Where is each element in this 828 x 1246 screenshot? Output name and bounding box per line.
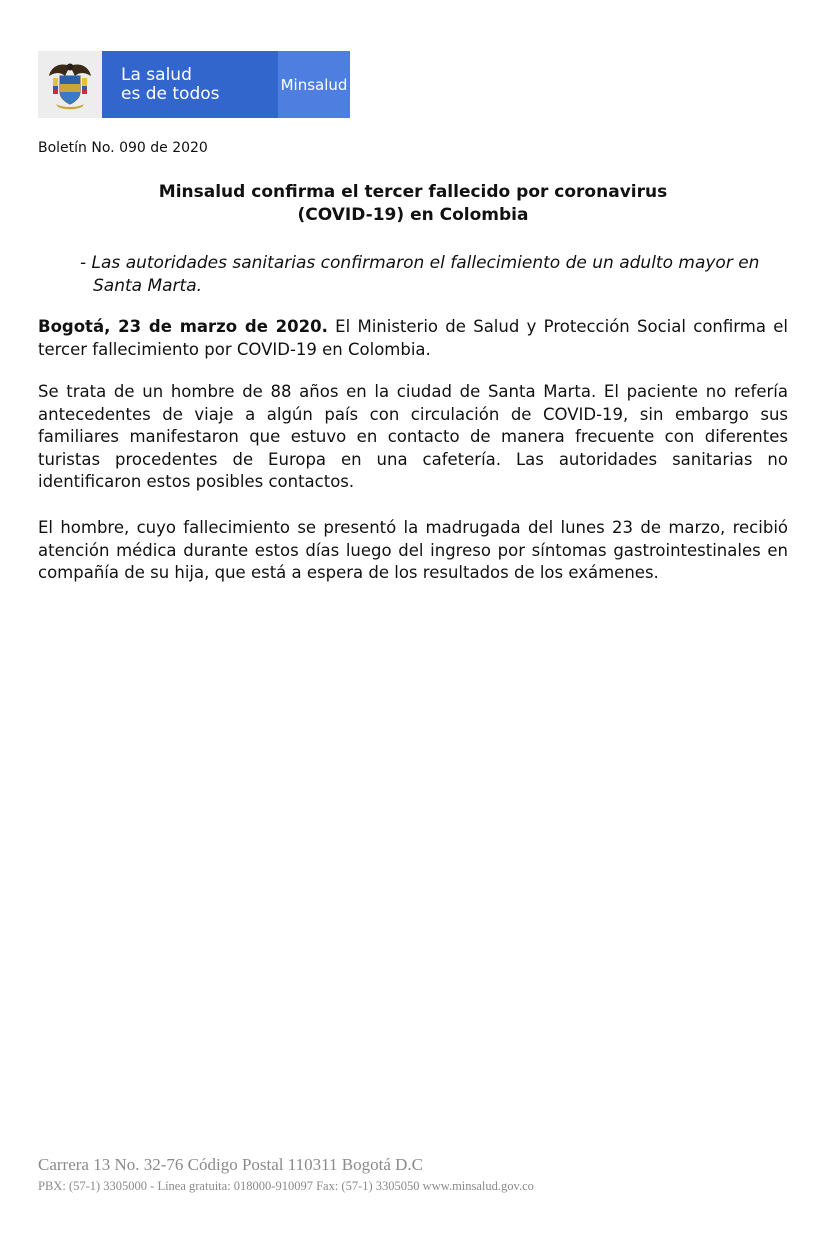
footer-contact: PBX: (57-1) 3305000 - Línea gratuita: 018000-910097 Fax: (57-1) 3305050 www.minsalud.gov.co [38,1179,534,1193]
slogan-block [102,51,278,118]
bulletin-number: Boletín No. 090 de 2020 [38,140,208,156]
brand-name: Minsalud [278,51,350,118]
title-line-1: Minsalud confirma el tercer fallecido por coronavirus [158,182,668,202]
document-subtitle: - Las autoridades sanitarias confirmaron el fallecimiento de un adulto mayor en Santa Marta. [80,253,760,296]
paragraph-patient-care: El hombre, cuyo fallecimiento se presentó la madrugada del lunes 23 de marzo, recibió atención médica durante estos días luego del ingreso por síntomas gastrointestinales en compañía de su hija, que está a espera de los resultados de los exámenes. [38,518,788,583]
ministry-logo [38,51,350,118]
dateline: Bogotá, 23 de marzo de 2020. [38,317,328,336]
paragraph-intro-text: El Ministerio de Salud y Protección Social confirma el tercer fallecimiento por COVID-19 en Colombia. [38,317,788,359]
slogan-line-1: La salud [121,64,192,85]
slogan-line-2: es de todos [121,83,220,104]
paragraph-intro [38,316,788,361]
coat-of-arms-icon [38,51,102,118]
title-line-2: (COVID-19) en Colombia [297,205,529,225]
footer-address: Carrera 13 No. 32-76 Código Postal 110311 Bogotá D.C [38,1155,423,1174]
document-title [38,181,788,227]
paragraph-case-details: Se trata de un hombre de 88 años en la ciudad de Santa Marta. El paciente no refería antecedentes de viaje a algún país con circulación de COVID-19, sin embargo sus familiares manifestaron que estuvo en contacto de manera frecuente con diferentes turistas procedentes de Europa en una cafetería. Las autoridades sanitarias no identificaron estos posibles contactos. [38,382,788,492]
